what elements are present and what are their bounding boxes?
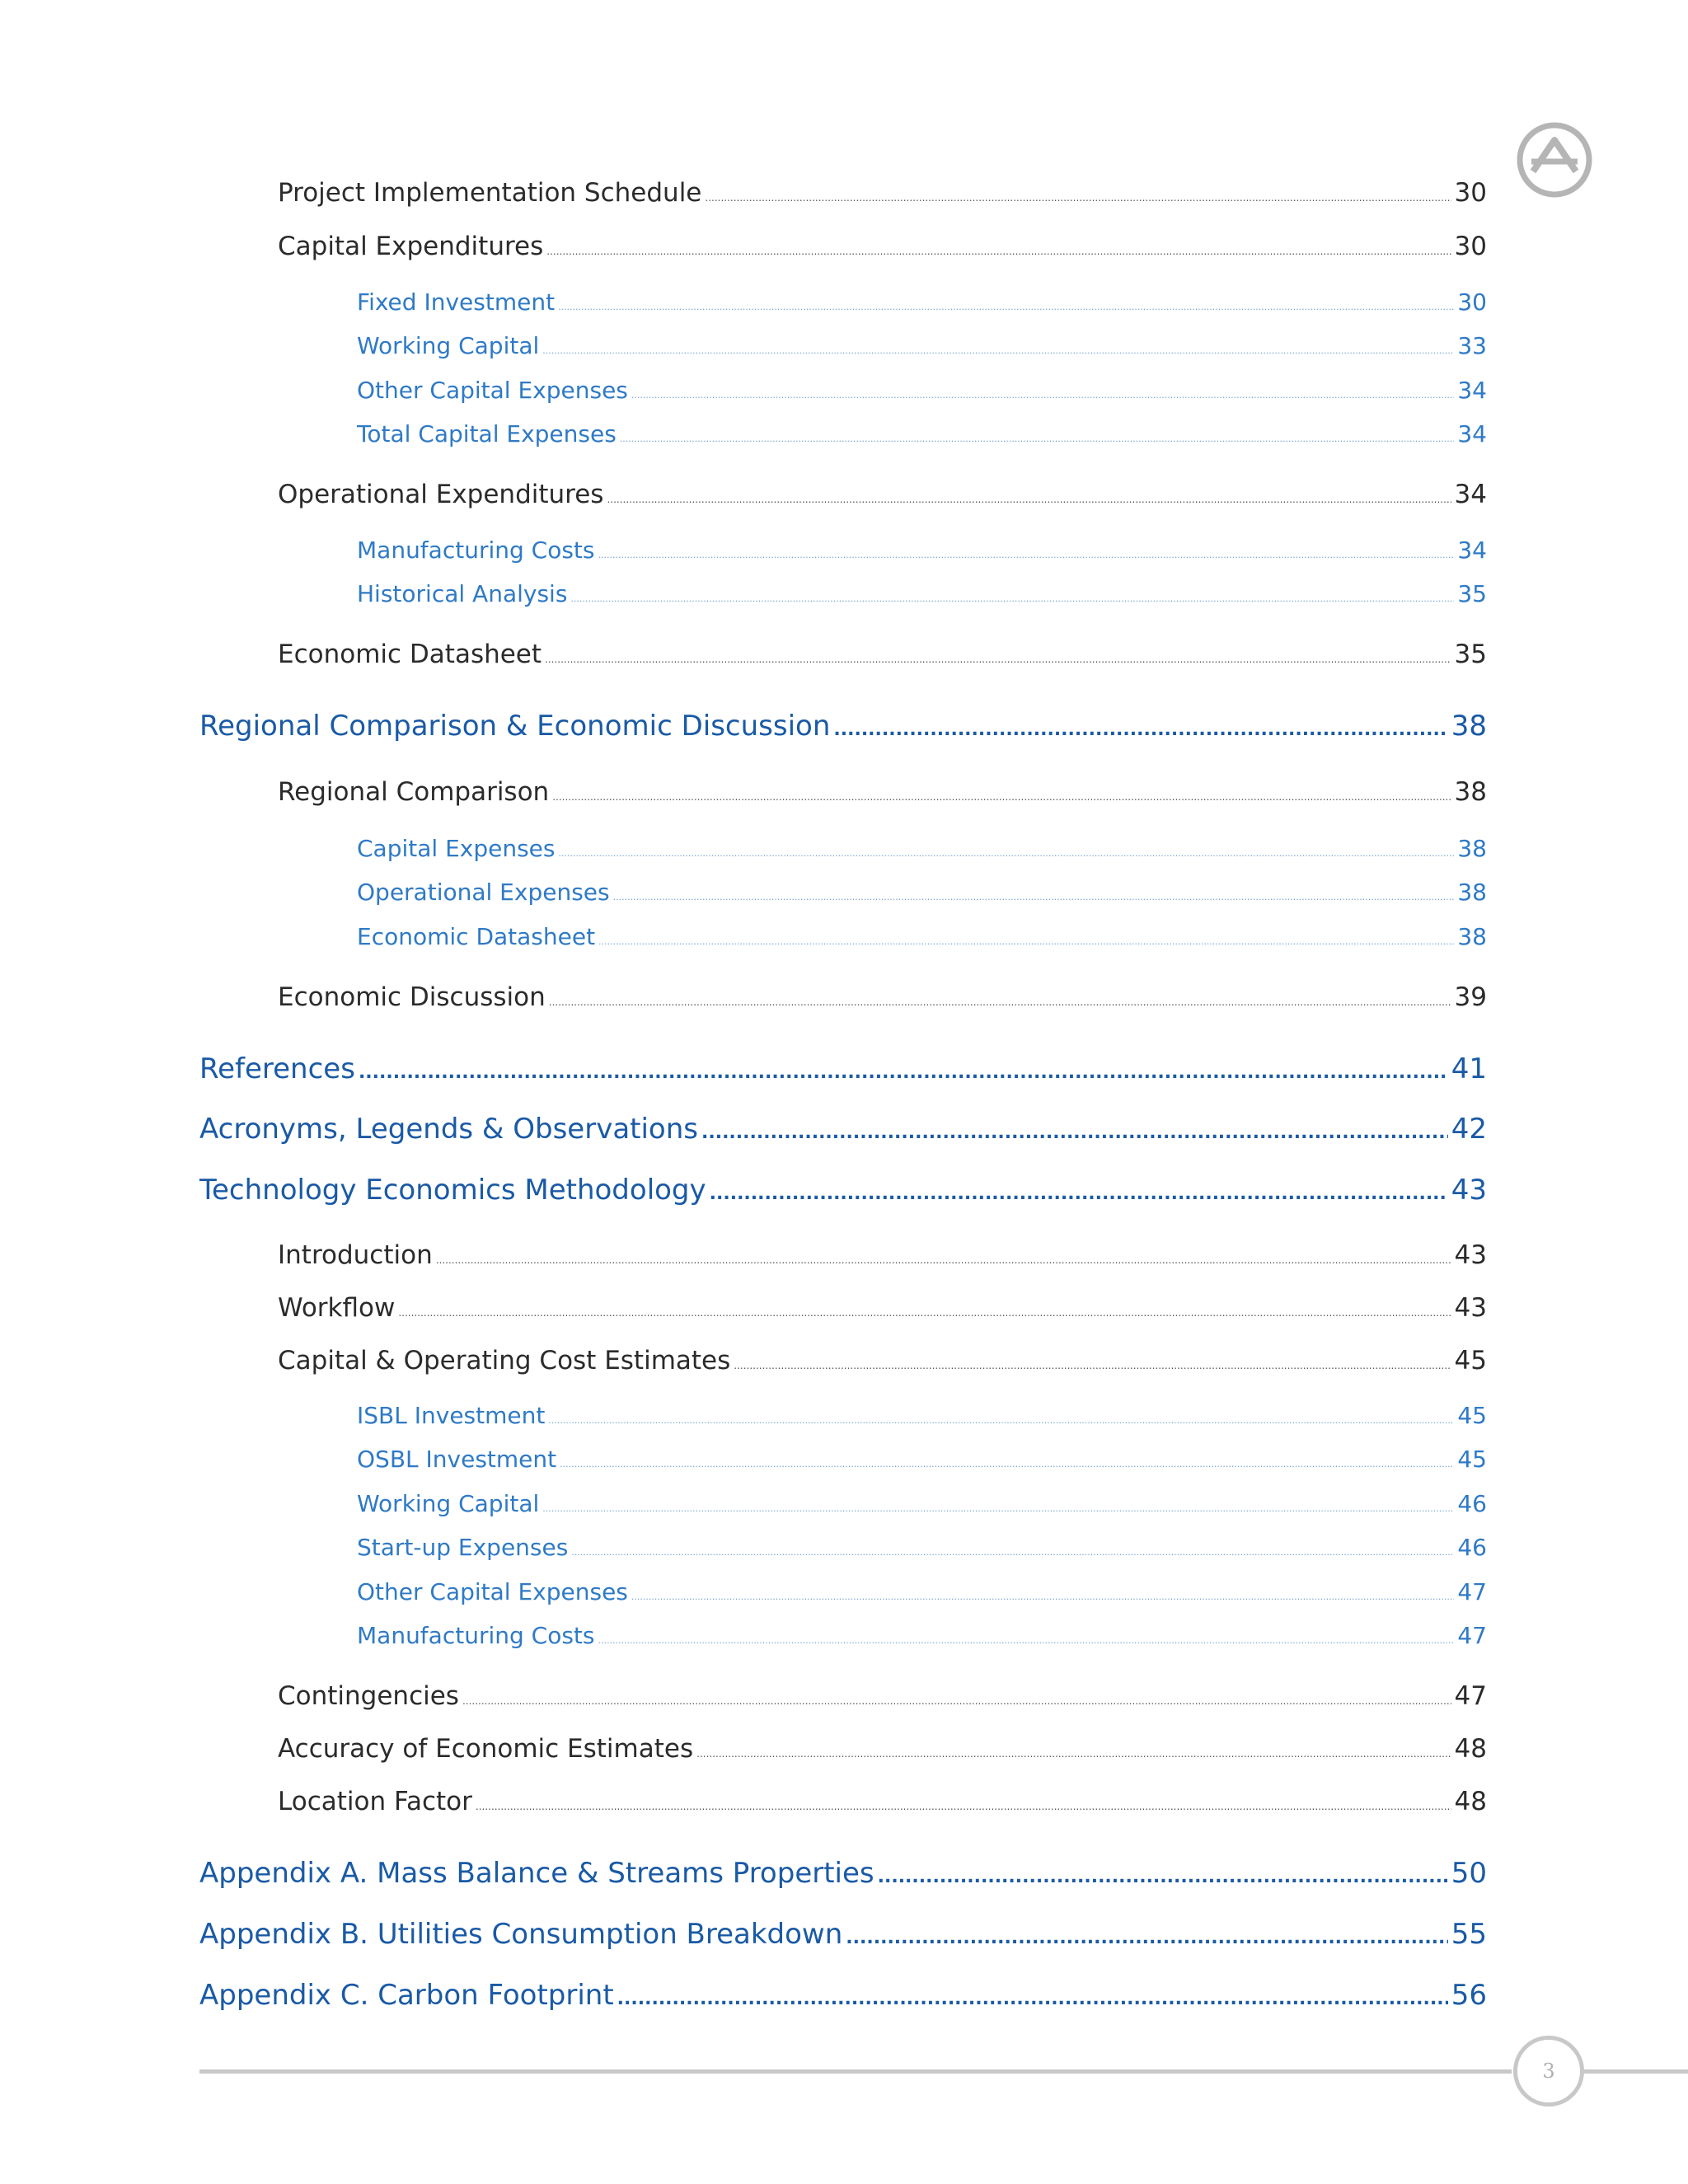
toc-entry-label: Operational Expenses bbox=[357, 879, 610, 906]
toc-dot-leader bbox=[559, 848, 1455, 859]
toc-entry-label: Total Capital Expenses bbox=[357, 420, 617, 448]
toc-entry-page: 42 bbox=[1451, 1113, 1487, 1146]
footer-rule bbox=[199, 2069, 1512, 2074]
toc-dot-leader bbox=[560, 1459, 1454, 1469]
toc-entry-page: 38 bbox=[1457, 923, 1487, 950]
toc-dot-leader bbox=[598, 936, 1454, 947]
toc-entry-label: Other Capital Expenses bbox=[357, 377, 628, 404]
toc-dot-leader bbox=[436, 1254, 1451, 1266]
toc-dot-leader bbox=[548, 1415, 1454, 1426]
toc-entry-label: Historical Analysis bbox=[357, 580, 568, 607]
toc-entry-level-2[interactable] bbox=[278, 1346, 1487, 1376]
toc-entry-label: Other Capital Expenses bbox=[357, 1578, 628, 1605]
toc-entry-label: Manufacturing Costs bbox=[357, 537, 595, 564]
toc-entry-label: OSBL Investment bbox=[357, 1446, 557, 1473]
toc-entry-page: 35 bbox=[1457, 580, 1487, 607]
toc-entry-page: 34 bbox=[1454, 480, 1487, 509]
toc-entry-page: 38 bbox=[1454, 777, 1487, 807]
toc-dot-leader bbox=[545, 654, 1451, 665]
toc-entry-level-1[interactable] bbox=[199, 1113, 1487, 1146]
toc-entry-page: 30 bbox=[1454, 178, 1487, 208]
toc-entry-page: 48 bbox=[1454, 1734, 1487, 1764]
toc-entry-level-1[interactable] bbox=[199, 710, 1487, 743]
toc-entry-page: 46 bbox=[1457, 1490, 1487, 1517]
footer-rule-right bbox=[1579, 2069, 1688, 2074]
toc-entry-level-3[interactable] bbox=[357, 580, 1487, 607]
toc-entry-label: Regional Comparison & Economic Discussion bbox=[199, 710, 831, 743]
toc-entry-page: 38 bbox=[1457, 879, 1487, 906]
toc-entry-level-2[interactable] bbox=[278, 480, 1487, 509]
toc-entry-level-3[interactable] bbox=[357, 879, 1487, 906]
toc-dot-leader bbox=[549, 996, 1451, 1008]
toc-entry-level-3[interactable] bbox=[357, 1622, 1487, 1649]
toc-entry-page: 35 bbox=[1454, 640, 1487, 669]
toc-entry-label: Capital Expenditures bbox=[278, 232, 544, 261]
toc-entry-level-3[interactable] bbox=[357, 1534, 1487, 1561]
toc-entry-level-3[interactable] bbox=[357, 1578, 1487, 1605]
toc-entry-label: Operational Expenditures bbox=[278, 480, 604, 509]
toc-entry-page: 30 bbox=[1454, 232, 1487, 261]
toc-entry-label: Acronyms, Legends & Observations bbox=[199, 1113, 698, 1146]
toc-entry-page: 43 bbox=[1451, 1174, 1487, 1207]
toc-entry-page: 47 bbox=[1454, 1681, 1487, 1711]
toc-dot-leader bbox=[398, 1307, 1451, 1319]
toc-entry-page: 38 bbox=[1451, 710, 1487, 743]
toc-entry-page: 34 bbox=[1457, 420, 1487, 448]
toc-entry-page: 30 bbox=[1457, 288, 1487, 316]
toc-entry-label: Appendix C. Carbon Footprint bbox=[199, 1979, 614, 2012]
toc-entry-label: Economic Datasheet bbox=[357, 923, 596, 950]
toc-entry-page: 34 bbox=[1457, 377, 1487, 404]
toc-entry-page: 55 bbox=[1451, 1918, 1487, 1951]
toc-entry-label: Capital Expenses bbox=[357, 835, 556, 862]
toc-entry-label: Technology Economics Methodology bbox=[199, 1174, 706, 1207]
toc-dot-leader bbox=[476, 1801, 1451, 1812]
toc-dot-leader bbox=[558, 302, 1454, 312]
toc-entry-label: Start-up Expenses bbox=[357, 1534, 569, 1561]
toc-entry-level-2[interactable] bbox=[278, 1734, 1487, 1764]
toc-entry-level-3[interactable] bbox=[357, 1446, 1487, 1473]
toc-dot-leader bbox=[705, 192, 1451, 204]
toc-entry-level-2[interactable] bbox=[278, 1681, 1487, 1711]
toc-entry-page: 48 bbox=[1454, 1787, 1487, 1816]
toc-dot-leader bbox=[734, 1360, 1451, 1371]
toc-dot-leader bbox=[710, 1183, 1448, 1204]
toc-entry-label: Location Factor bbox=[278, 1787, 472, 1816]
toc-entry-level-2[interactable] bbox=[278, 777, 1487, 807]
toc-dot-leader bbox=[696, 1748, 1451, 1760]
toc-dot-leader bbox=[631, 1591, 1454, 1602]
toc-entry-label: Accuracy of Economic Estimates bbox=[278, 1734, 694, 1764]
toc-entry-level-1[interactable] bbox=[199, 1918, 1487, 1951]
toc-entry-level-2[interactable] bbox=[278, 178, 1487, 208]
toc-dot-leader bbox=[359, 1062, 1448, 1083]
toc-dot-leader bbox=[542, 345, 1454, 356]
toc-entry-label: Appendix A. Mass Balance & Streams Properties bbox=[199, 1857, 874, 1890]
toc-dot-leader bbox=[631, 390, 1454, 401]
toc-dot-leader bbox=[598, 550, 1455, 560]
toc-entry-label: Regional Comparison bbox=[278, 777, 550, 807]
toc-entry-page: 39 bbox=[1454, 982, 1487, 1012]
toc-dot-leader bbox=[542, 1503, 1454, 1514]
toc-entry-page: 47 bbox=[1457, 1578, 1487, 1605]
toc-entry-label: Project Implementation Schedule bbox=[278, 178, 702, 208]
toc-dot-leader bbox=[613, 892, 1455, 902]
toc-entry-label: Capital & Operating Cost Estimates bbox=[278, 1346, 731, 1376]
toc-entry-label: References bbox=[199, 1052, 355, 1085]
toc-entry-level-1[interactable] bbox=[199, 1052, 1487, 1085]
toc-entry-level-3[interactable] bbox=[357, 377, 1487, 404]
toc-entry-level-3[interactable] bbox=[357, 288, 1487, 316]
toc-entry-level-3[interactable] bbox=[357, 1402, 1487, 1429]
toc-dot-leader bbox=[462, 1695, 1451, 1707]
toc-entry-label: ISBL Investment bbox=[357, 1402, 546, 1429]
toc-entry-level-2[interactable] bbox=[278, 982, 1487, 1012]
toc-entry-level-2[interactable] bbox=[278, 1240, 1487, 1270]
toc-entry-page: 38 bbox=[1457, 835, 1487, 862]
toc-entry-level-2[interactable] bbox=[278, 1293, 1487, 1323]
toc-entry-page: 47 bbox=[1457, 1622, 1487, 1649]
toc-entry-level-3[interactable] bbox=[357, 1490, 1487, 1517]
toc-entry-label: Economic Discussion bbox=[278, 982, 546, 1012]
toc-entry-page: 43 bbox=[1454, 1240, 1487, 1270]
toc-entry-level-3[interactable] bbox=[357, 332, 1487, 359]
toc-entry-label: Working Capital bbox=[357, 332, 540, 359]
toc-entry-page: 43 bbox=[1454, 1293, 1487, 1323]
toc-dot-leader bbox=[833, 719, 1447, 740]
toc-dot-leader bbox=[570, 593, 1454, 604]
toc-entry-level-3[interactable] bbox=[357, 420, 1487, 448]
toc-entry-label: Introduction bbox=[278, 1240, 433, 1270]
toc-dot-leader bbox=[620, 434, 1455, 444]
toc-entry-label: Workflow bbox=[278, 1293, 396, 1323]
toc-entry-page: 50 bbox=[1451, 1857, 1487, 1890]
toc-entry-level-2[interactable] bbox=[278, 1787, 1487, 1816]
toc-entry-level-2[interactable] bbox=[278, 232, 1487, 261]
toc-entry-page: 46 bbox=[1457, 1534, 1487, 1561]
toc-entry-level-3[interactable] bbox=[357, 835, 1487, 862]
toc-dot-leader bbox=[598, 1635, 1455, 1646]
toc-entry-level-2[interactable] bbox=[278, 640, 1487, 669]
toc-dot-leader bbox=[607, 494, 1451, 505]
toc-dot-leader bbox=[571, 1547, 1454, 1558]
toc-dot-leader bbox=[617, 1989, 1448, 2009]
toc-entry-level-3[interactable] bbox=[357, 537, 1487, 564]
toc-entry-label: Manufacturing Costs bbox=[357, 1622, 595, 1649]
toc-entry-level-1[interactable] bbox=[199, 1857, 1487, 1890]
toc-entry-page: 45 bbox=[1457, 1402, 1487, 1429]
toc-entry-label: Fixed Investment bbox=[357, 288, 556, 316]
toc-dot-leader bbox=[878, 1867, 1448, 1887]
toc-dot-leader bbox=[846, 1928, 1447, 1948]
toc-entry-page: 45 bbox=[1454, 1346, 1487, 1376]
toc-entry-label: Economic Datasheet bbox=[278, 640, 542, 669]
toc-dot-leader bbox=[701, 1122, 1448, 1143]
page-number: 3 bbox=[1513, 2036, 1584, 2107]
toc-entry-page: 34 bbox=[1457, 537, 1487, 564]
toc-dot-leader bbox=[552, 791, 1451, 803]
toc-dot-leader bbox=[546, 246, 1451, 257]
toc-entry-level-3[interactable] bbox=[357, 923, 1487, 950]
toc-entry-label: Appendix B. Utilities Consumption Breakdown bbox=[199, 1918, 843, 1951]
toc-entry-label: Working Capital bbox=[357, 1490, 540, 1517]
toc-entry-page: 45 bbox=[1457, 1446, 1487, 1473]
toc-entry-page: 56 bbox=[1451, 1979, 1487, 2012]
toc-entry-level-1[interactable] bbox=[199, 1174, 1487, 1207]
toc-entry-label: Contingencies bbox=[278, 1681, 459, 1711]
toc-entry-page: 33 bbox=[1457, 332, 1487, 359]
toc-entry-level-1[interactable] bbox=[199, 1979, 1487, 2012]
toc-entry-page: 41 bbox=[1451, 1052, 1487, 1085]
